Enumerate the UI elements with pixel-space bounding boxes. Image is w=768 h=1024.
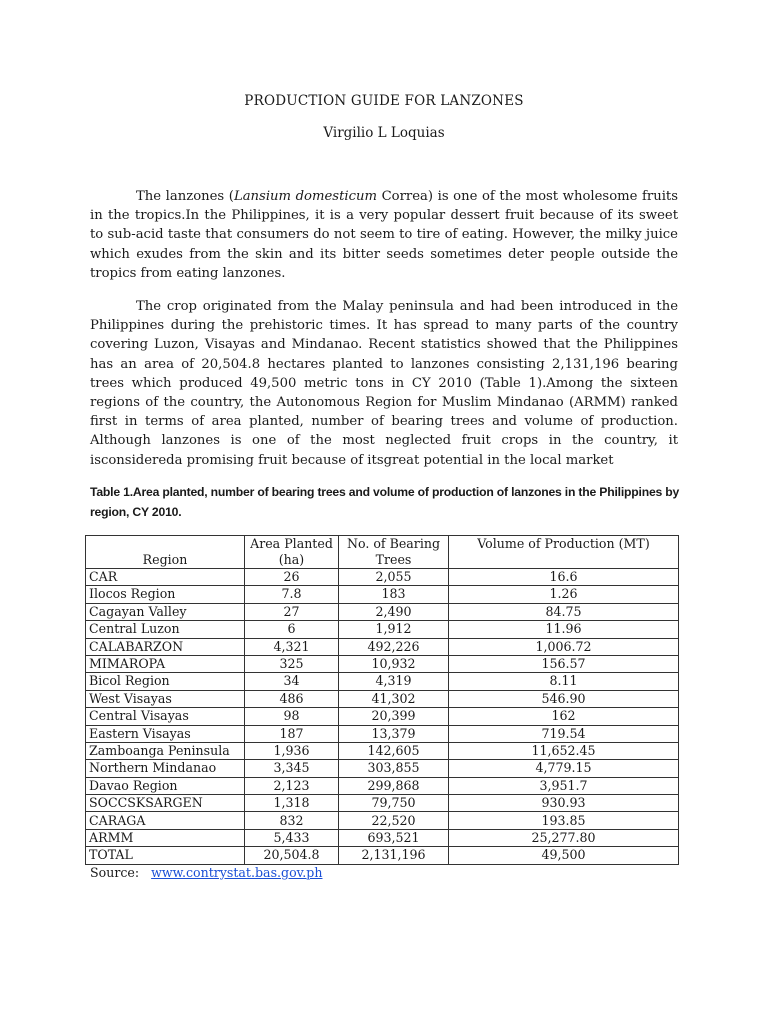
table-row: [86, 795, 679, 812]
cell-trees: 79,750: [339, 795, 449, 812]
table-row: [86, 847, 679, 864]
cell-trees: 13,379: [339, 725, 449, 742]
cell-volume: 1,006.72: [449, 638, 679, 655]
cell-volume: 16.6: [449, 569, 679, 586]
cell-area: 98: [245, 708, 339, 725]
table-header-row: [86, 536, 679, 569]
production-table: [85, 535, 679, 865]
cell-volume: 156.57: [449, 655, 679, 672]
cell-region: Cagayan Valley: [86, 603, 245, 620]
intro-text-start: The lanzones (: [136, 189, 234, 204]
table-row: [86, 569, 679, 586]
cell-trees: 41,302: [339, 690, 449, 707]
table-row: [86, 829, 679, 846]
cell-volume: 25,277.80: [449, 829, 679, 846]
table-row: [86, 812, 679, 829]
cell-region: MIMAROPA: [86, 655, 245, 672]
scientific-name: Lansium domesticum: [233, 189, 377, 204]
cell-trees: 2,131,196: [339, 847, 449, 864]
cell-trees: 492,226: [339, 638, 449, 655]
table-row: [86, 742, 679, 759]
cell-region: Davao Region: [86, 777, 245, 794]
table-body: [86, 569, 679, 865]
cell-volume: 719.54: [449, 725, 679, 742]
cell-trees: 183: [339, 586, 449, 603]
cell-region: Central Visayas: [86, 708, 245, 725]
cell-volume: 8.11: [449, 673, 679, 690]
document-author: Virgilio L Loquias: [323, 125, 445, 141]
header-trees: No. of Bearing Trees: [339, 536, 449, 569]
cell-region: Zamboanga Peninsula: [86, 742, 245, 759]
cell-region: TOTAL: [86, 847, 245, 864]
table-caption: Table 1.Area planted, number of bearing trees and volume of production of lanzones in the Philippines by region, CY 2010.: [90, 485, 680, 519]
cell-volume: 49,500: [449, 847, 679, 864]
cell-volume: 4,779.15: [449, 760, 679, 777]
cell-region: West Visayas: [86, 690, 245, 707]
intro-text-rest: Correa) is one of the most wholesome fruits in the tropics.In the Philippines, it is a very popular dessert fruit because of its sweet to sub-acid taste that consumers do not seem to tire of eating. However, the milky juice which exudes from the skin and its bitter seeds sometimes deter people outside the tropics from eating lanzones.: [90, 189, 678, 281]
cell-region: Bicol Region: [86, 673, 245, 690]
cell-trees: 693,521: [339, 829, 449, 846]
cell-area: 26: [245, 569, 339, 586]
header-area: Area Planted (ha): [245, 536, 339, 569]
cell-volume: 546.90: [449, 690, 679, 707]
cell-volume: 11.96: [449, 621, 679, 638]
cell-trees: 2,490: [339, 603, 449, 620]
cell-area: 1,318: [245, 795, 339, 812]
cell-region: Eastern Visayas: [86, 725, 245, 742]
cell-area: 27: [245, 603, 339, 620]
cell-volume: 84.75: [449, 603, 679, 620]
cell-area: 4,321: [245, 638, 339, 655]
cell-area: 2,123: [245, 777, 339, 794]
source-link[interactable]: www.contrystat.bas.gov.ph: [151, 865, 323, 880]
cell-area: 1,936: [245, 742, 339, 759]
cell-volume: 3,951.7: [449, 777, 679, 794]
table-row: [86, 586, 679, 603]
table-row: [86, 621, 679, 638]
cell-area: 34: [245, 673, 339, 690]
cell-region: CARAGA: [86, 812, 245, 829]
cell-trees: 4,319: [339, 673, 449, 690]
cell-volume: 193.85: [449, 812, 679, 829]
cell-volume: 162: [449, 708, 679, 725]
cell-trees: 1,912: [339, 621, 449, 638]
cell-trees: 22,520: [339, 812, 449, 829]
table-row: [86, 760, 679, 777]
cell-area: 20,504.8: [245, 847, 339, 864]
cell-region: Ilocos Region: [86, 586, 245, 603]
cell-area: 486: [245, 690, 339, 707]
cell-region: CALABARZON: [86, 638, 245, 655]
table-row: [86, 777, 679, 794]
table-row: [86, 603, 679, 620]
origin-paragraph: [90, 297, 678, 470]
table-row: [86, 655, 679, 672]
table-row: [86, 690, 679, 707]
table-row: [86, 708, 679, 725]
header-region: Region: [86, 536, 245, 569]
cell-region: Northern Mindanao: [86, 760, 245, 777]
header-volume: Volume of Production (MT): [449, 536, 679, 569]
cell-area: 832: [245, 812, 339, 829]
cell-trees: 303,855: [339, 760, 449, 777]
source-label: Source:: [90, 865, 140, 880]
cell-volume: 11,652.45: [449, 742, 679, 759]
cell-region: Central Luzon: [86, 621, 245, 638]
table-row: [86, 638, 679, 655]
origin-text: The crop originated from the Malay peninsula and had been introduced in the Philippines during the prehistoric times. It has spread to many parts of the country covering Luzon, Visayas and Mindanao. Recent statistics showed that the Philippines has an area of 20,504.8 hectares planted to lanzones consisting 2,131,196 bearing trees which produced 49,500 metric tons in CY 2010 (Table 1).Among the sixteen regions of the country, the Autonomous Region for Muslim Mindanao (ARMM) ranked first in terms of area planted, number of bearing trees and volume of production. Although lanzones is one of the most neglected fruit crops in the country, it isconsidereda promising fruit because of itsgreat potential in the local market: [90, 299, 678, 468]
cell-trees: 2,055: [339, 569, 449, 586]
cell-region: CAR: [86, 569, 245, 586]
table-row: [86, 725, 679, 742]
cell-volume: 1.26: [449, 586, 679, 603]
cell-trees: 299,868: [339, 777, 449, 794]
cell-region: SOCCSKSARGEN: [86, 795, 245, 812]
cell-volume: 930.93: [449, 795, 679, 812]
source-line: [90, 865, 322, 880]
cell-area: 6: [245, 621, 339, 638]
cell-area: 7.8: [245, 586, 339, 603]
cell-area: 5,433: [245, 829, 339, 846]
table-row: [86, 673, 679, 690]
intro-paragraph: [90, 187, 678, 283]
cell-area: 3,345: [245, 760, 339, 777]
cell-area: 325: [245, 655, 339, 672]
document-title: PRODUCTION GUIDE FOR LANZONES: [244, 93, 524, 109]
cell-area: 187: [245, 725, 339, 742]
cell-trees: 10,932: [339, 655, 449, 672]
cell-region: ARMM: [86, 829, 245, 846]
cell-trees: 20,399: [339, 708, 449, 725]
cell-trees: 142,605: [339, 742, 449, 759]
